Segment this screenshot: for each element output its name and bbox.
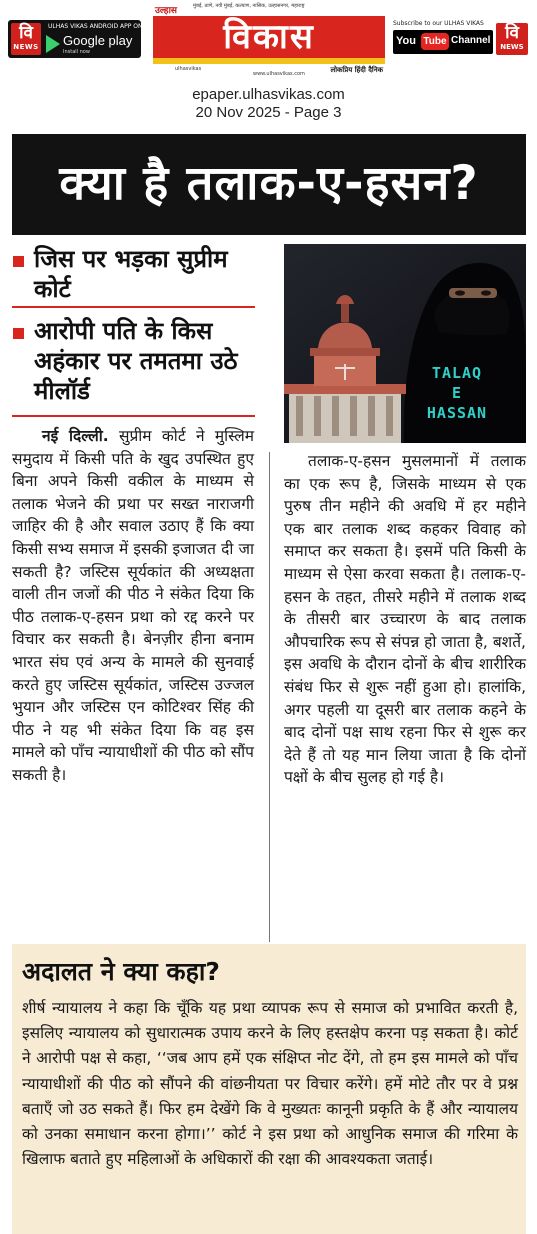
- divider: [12, 415, 255, 417]
- vikas-news-logo: वि NEWS: [11, 23, 41, 55]
- youtube-logo: You Tube Channel: [393, 30, 493, 54]
- youtube-icon: Tube: [421, 33, 449, 50]
- nameplate-title: विकास: [223, 17, 315, 57]
- nameplate-cities: मुंबई, ठाणे, नवी मुंबई, कल्याण, नासिक, उल्हासनगर, महाराष्ट्र: [193, 3, 305, 9]
- nameplate-tagline: लोकप्रिय हिंदी दैनिक: [330, 66, 383, 74]
- google-play-badge[interactable]: [8, 20, 141, 58]
- google-play-label: Google play: [63, 33, 133, 48]
- page-headline: क्या है तलाक-ए-हसन?: [59, 156, 479, 211]
- vikas-news-logo: वि NEWS: [496, 23, 528, 55]
- social-handle: ulhasvikas: [175, 66, 202, 72]
- masthead: [0, 0, 537, 80]
- article-column-left: [12, 425, 254, 787]
- play-store-icon: [46, 35, 60, 53]
- nameplate-footer: [153, 64, 385, 76]
- epaper-url[interactable]: epaper.ulhasvikas.com: [192, 86, 345, 103]
- bullet-square-icon: [13, 328, 24, 339]
- newspaper-nameplate[interactable]: [153, 2, 385, 76]
- edition-date: 20 Nov 2025 - Page 3: [195, 104, 342, 121]
- install-now-label: Install now: [63, 49, 90, 55]
- box-title: अदालत ने क्या कहा?: [22, 957, 220, 986]
- subscribe-label: Subscribe to our ULHAS VIKAS: [393, 20, 484, 27]
- box-body: शीर्ष न्यायालय ने कहा कि चूँकि यह प्रथा व्यापक रूप से समाज को प्रभावित करती है, इसलिए न्यायालय को सुधारात्मक उपाय करने के लिए हस्तक्षेप करना पड़ सकता है। कोर्ट ने आरोपी पक्ष से कहा, ‘‘जब आप हमें एक संक्षिप्त नोट देंगे, तो हम इस मामले को पाँच न्यायाधीशों की पीठ को सौंपने की वांछनीयता पर विचार करेंगे। हमें मोटे तौर पर वे प्रश्न बताएँ जो उठ सकते हैं। फिर हम देखेंगे कि वे मुख्यतः कानूनी प्रकृति के हैं और न्यायालय को उनका समाधान करना होगा।’’ कोर्ट ने इस प्रथा को आधुनिक समाज की गरिमा के खिलाफ बताते हुए महिलाओं के अधिकारों की रक्षा की आवश्यकता जताई।: [22, 999, 518, 1169]
- subhead-text: आरोपी पति के किस अहंकार पर तमतमा उठे मीलॉर्ड: [34, 317, 238, 405]
- bullet-square-icon: [13, 256, 24, 267]
- nameplate-pretitle: उल्हास: [155, 6, 178, 16]
- divider: [12, 306, 255, 308]
- android-app-label: ULHAS VIKAS ANDROID APP ON: [48, 23, 143, 30]
- article-text-left: सुप्रीम कोर्ट ने मुस्लिम समुदाय में किसी पति के खुद उपस्थित हुए बिना अपने किसी वकील के माध्यम से तलाक भेजने की प्रथा पर सख्त नाराजगी जाहिर की है और सवाल उठाए हैं कि क्या किसी सभ्य समाज में इसकी इजाजत दी जा सकती है? जस्टिस सूर्यकांत की अध्यक्षता वाली तीन जजों की पीठ ने संकेत दिया कि पीठ तलाक-ए-हसन प्रथा को रद्द करने पर विचार कर सकती है। बेनज़ीर हीना बनाम भारत संघ एवं अन्य के मामले की सुनवाई करते हुए जस्टिस सूर्यकांत, जस्टिस उज्जल भुयान और जस्टिस एन कोटिश्वर सिंह की पीठ ने यह भी संकेत दिया कि वह इस मामले को पाँच न्यायाधीशों की पीठ को सौंप सकती है।: [12, 427, 254, 784]
- column-divider: [269, 452, 270, 942]
- youtube-channel-badge[interactable]: [393, 20, 530, 58]
- dateline: नई दिल्ली.: [42, 427, 109, 445]
- photo-caption: TALAQ E HASSAN: [426, 364, 488, 422]
- article-column-right: तलाक-ए-हसन मुसलमानों में तलाक का एक रूप है, जिसके माध्यम से एक पुरुष तीन महीने की अवधि में हर महीने एक बार तलाक शब्द कहकर विवाह को समाप्त कर सकता है। इसमें पति किसी के माध्यम से ऐसा करवा सकता है। तलाक-ए-हसन के तहत, तीसरे महीने में तलाक शब्द के तीसरी बार उच्चारण के बाद तलाक औपचारिक रूप से संपन्न हो जाता है, बशर्ते, इस अवधि के दौरान दोनों के बीच शारीरिक संबंध फिर से शुरू नहीं हुआ हो। हालांकि, अगर पहली या दूसरी बार तलाक कहने के बाद दोनों पक्ष साथ रहना फिर से शुरू कर देते हैं तो यह मान लिया जाता है कि दोनों पक्षों के बीच सुलह हो गई है।: [284, 452, 526, 787]
- subhead-text: जिस पर भड़का सुप्रीम कोर्ट: [34, 245, 228, 303]
- website-label: www.ulhasvikas.com: [253, 71, 305, 77]
